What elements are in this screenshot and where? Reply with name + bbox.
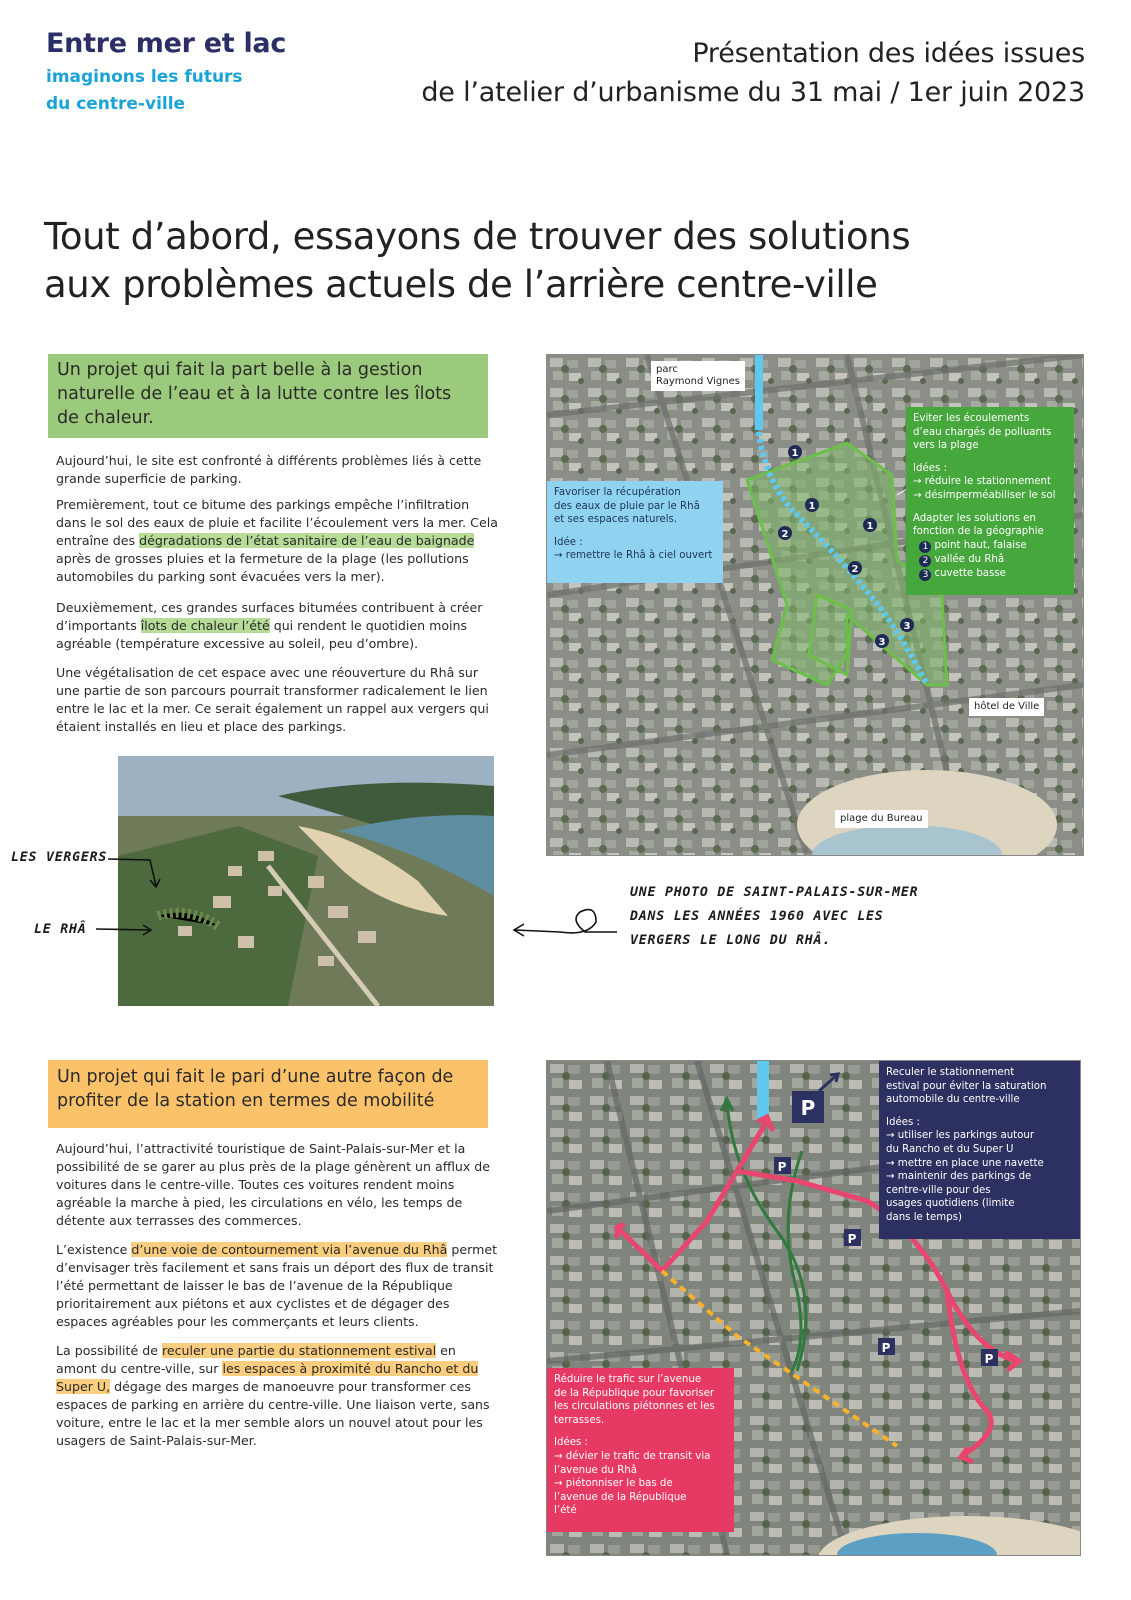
text-span: vallée du Rhâ (934, 553, 1005, 565)
label-hotel-de-ville: hôtel de Ville (969, 698, 1044, 716)
main-title-line-1: Tout d’abord, essayons de trouver des solutions (44, 215, 911, 258)
text-line: espaces de parking en arrière du centre-ville. Une liaison verte, sans (56, 1397, 490, 1412)
highlight-super-u: Super U, (56, 1379, 111, 1394)
text-line: agréable la marche à pied, les circulations en vélo, les temps de (56, 1195, 463, 1210)
text-line: Aujourd’hui, l’attractivité touristique de Saint-Palais-sur-Mer et la (56, 1141, 466, 1156)
text-line: espaces agréables pour les commerçants et leurs clients. (56, 1314, 419, 1329)
callout-line: → dévier le trafic de transit via (554, 1450, 711, 1462)
text-span: L’existence (56, 1242, 132, 1257)
number-badge: 2 (919, 555, 931, 567)
highlight-bypass-road: d’une voie de contournement via l’avenue du Rhâ (131, 1242, 448, 1257)
callout-line: estival pour éviter la saturation (886, 1080, 1047, 1092)
text-line: étaient installés en lieu et place des parkings. (56, 719, 347, 734)
svg-text:P: P (881, 1341, 891, 1355)
text-span: qui rendent le quotidien moins (269, 618, 468, 633)
svg-text:3: 3 (903, 621, 911, 632)
svg-text:1: 1 (808, 501, 816, 512)
text-span: en (436, 1343, 456, 1358)
callout-line: Idées : (886, 1116, 920, 1128)
highlight-water-quality: dégradations de l’état sanitaire de l’eau de baignade (139, 533, 475, 548)
callout-line: vers la plage (913, 440, 979, 452)
header-right-line-2: de l’atelier d’urbanisme du 31 mai / 1er juin 2023 (421, 77, 1085, 108)
callout-line (913, 567, 1067, 581)
text-line (56, 1342, 488, 1360)
svg-text:P: P (847, 1232, 857, 1246)
svg-text:3: 3 (878, 637, 886, 648)
callout-line: l’été (554, 1505, 577, 1517)
section-2-paragraph-3 (56, 1342, 488, 1450)
label-line: parc (656, 364, 678, 375)
text-span: entraîne des (56, 533, 140, 548)
header-right-line-1: Présentation des idées issues (692, 38, 1085, 69)
photo-caption-line-1: UNE PHOTO DE SAINT-PALAIS-SUR-MER (630, 885, 919, 900)
text-line: dans le sol des eaux de pluie et facilite l’écoulement vers la mer. Cela (56, 515, 498, 530)
callout-line (913, 539, 1067, 553)
label-parc (651, 361, 745, 391)
map-water-management (546, 354, 1084, 856)
section-1-title-line-2: naturelle de l’eau et à la lutte contre les îlots (57, 384, 452, 404)
callout-line: → réduire le stationnement (913, 476, 1051, 488)
callout-line: et ses espaces naturels. (554, 514, 678, 526)
text-line: prioritairement aux piétons et aux cyclistes et de dégager des (56, 1296, 450, 1311)
text-line: automobiles du parking sont évacuées vers la mer). (56, 569, 385, 584)
svg-text:P: P (800, 1096, 816, 1120)
section-1-paragraph-4 (56, 664, 488, 736)
section-2-paragraph-1 (56, 1140, 491, 1230)
callout-line: → piétonniser le bas de (554, 1478, 673, 1490)
callout-line: centre-ville pour des (886, 1184, 991, 1196)
text-span: amont du centre-ville, sur (56, 1361, 223, 1376)
callout-line: l’avenue du Rhâ (554, 1464, 637, 1476)
callout-line: l’avenue de la République (554, 1491, 687, 1503)
section-1-title-line-3: de chaleur. (57, 408, 154, 428)
text-span: permet (447, 1242, 498, 1257)
text-line: d’envisager très facilement et sans frais un déport des flux de transit (56, 1260, 494, 1275)
text-span: point haut, falaise (934, 539, 1027, 551)
section-1-title-line-1: Un projet qui fait la part belle à la gestion (57, 360, 423, 380)
historic-aerial-photo (118, 756, 494, 1006)
callout-line: Idées : (913, 462, 947, 474)
callout-move-parking (879, 1061, 1080, 1239)
callout-line: → maintenir des parkings de (886, 1171, 1032, 1183)
callout-line: Reculer le stationnement (886, 1067, 1015, 1078)
text-line: Aujourd’hui, le site est confronté à différents problèmes liés à cette (56, 453, 482, 468)
text-line (56, 1241, 498, 1259)
callout-line: Idée : (554, 536, 583, 548)
section-1-paragraph-1 (56, 452, 488, 488)
text-line: usagers de Saint-Palais-sur-Mer. (56, 1433, 257, 1448)
callout-line: → désimperméabiliser le sol (913, 489, 1056, 501)
text-line: grande superficie de parking. (56, 471, 242, 486)
text-line: une partie de son parcours pourrait transformer radicalement le lien (56, 683, 488, 698)
text-line: l’été permettant de laisser le bas de l’avenue de la République (56, 1278, 453, 1293)
text-span: dégage des marges de manoeuvre pour transformer ces (110, 1379, 471, 1394)
number-badge: 1 (919, 541, 931, 553)
callout-line: automobile du centre-ville (886, 1094, 1020, 1106)
text-line: Premièrement, tout ce bitume des parkings empêche l’infiltration (56, 497, 470, 512)
callout-line: terrasses. (554, 1414, 605, 1426)
text-line: possibilité de se garer au plus près de la plage génèrent un afflux de (56, 1159, 491, 1174)
text-line: agréable (température excessive au soleil, peu d’ombre). (56, 636, 419, 651)
callout-line: usages quotidiens (limite (886, 1198, 1015, 1210)
label-line: Raymond Vignes (656, 376, 740, 387)
section-2-paragraph-2 (56, 1241, 498, 1331)
brand-subtitle-line-2: du centre-ville (46, 94, 186, 114)
highlight-rancho-super-u: les espaces à proximité du Rancho et du (222, 1361, 479, 1376)
callout-reduce-traffic (547, 1368, 734, 1532)
callout-line: des eaux de pluie par le Rhâ (554, 500, 700, 512)
text-line: après de grosses pluies et la fermeture de la plage (les pollutions (56, 551, 469, 566)
section-1-paragraph-2 (56, 496, 498, 586)
callout-line: → remettre le Rhâ à ciel ouvert (554, 550, 713, 562)
section-1-header (48, 354, 488, 438)
svg-text:P: P (777, 1160, 787, 1174)
handwritten-label-vergers: LES VERGERS (11, 850, 108, 865)
callout-line: → mettre en place une navette (886, 1157, 1044, 1169)
brand-subtitle-line-1: imaginons les futurs (46, 67, 243, 87)
svg-text:2: 2 (781, 529, 789, 540)
callout-line: Réduire le trafic sur l’avenue (554, 1374, 702, 1385)
number-badge: 3 (919, 569, 931, 581)
svg-text:1: 1 (791, 448, 799, 459)
callout-line: du Rancho et du Super U (886, 1143, 1014, 1155)
callout-line: Idées : (554, 1437, 588, 1449)
section-1-paragraph-3 (56, 599, 488, 653)
svg-text:2: 2 (851, 564, 859, 575)
section-2-title-line-1: Un projet qui fait le pari d’une autre façon de (57, 1067, 454, 1087)
label-plage-du-bureau: plage du Bureau (835, 810, 928, 828)
svg-text:P: P (984, 1352, 994, 1366)
callout-line: Eviter les écoulements (913, 413, 1030, 424)
brand-title: Entre mer et lac (46, 28, 287, 59)
callout-line: les circulations piétonnes et les (554, 1401, 715, 1413)
text-line: Une végétalisation de cet espace avec une réouverture du Rhâ sur (56, 665, 479, 680)
photo-caption-line-3: VERGERS LE LONG DU RHÂ. (630, 933, 832, 948)
map-mobility (546, 1060, 1081, 1556)
callout-avoid-runoff (906, 407, 1074, 595)
text-line (56, 1378, 488, 1396)
text-span: La possibilité de (56, 1343, 162, 1358)
callout-line: dans le temps) (886, 1211, 962, 1223)
callout-line: d’eau chargés de polluants (913, 426, 1052, 438)
section-2-title-line-2: profiter de la station en termes de mobilité (57, 1091, 435, 1111)
callout-line: → utiliser les parkings autour (886, 1130, 1035, 1142)
text-line: voiture, entre le lac et la mer semble alors un nouvel atout pour les (56, 1415, 483, 1430)
text-span: cuvette basse (934, 567, 1006, 579)
text-line: Deuxièmement, ces grandes surfaces bitumées contribuent à créer (56, 600, 483, 615)
section-2-header (48, 1060, 488, 1128)
highlight-move-parking: reculer une partie du stationnement estival (161, 1343, 437, 1358)
handwritten-label-rha: LE RHÂ (34, 922, 87, 937)
text-line (56, 532, 488, 550)
text-line: voitures dans le centre-ville. Toutes ces voitures rendent moins (56, 1177, 455, 1192)
highlight-heat-islands: îlots de chaleur l’été (140, 618, 270, 633)
callout-line: de la République pour favoriser (554, 1387, 715, 1399)
text-span: d’importants (56, 618, 141, 633)
callout-line: Favoriser la récupération (554, 487, 681, 498)
photo-caption-line-2: DANS LES ANNÉES 1960 AVEC LES (630, 909, 884, 924)
text-line (56, 617, 488, 635)
main-title-line-2: aux problèmes actuels de l’arrière centre-ville (44, 263, 878, 306)
photo-illustration (118, 756, 494, 1006)
callout-line: fonction de la géographie (913, 526, 1044, 538)
callout-rainwater (547, 481, 723, 583)
callout-line: Adapter les solutions en (913, 512, 1036, 524)
text-line (56, 1360, 488, 1378)
callout-line (913, 553, 1067, 567)
svg-text:1: 1 (866, 521, 874, 532)
text-line: entre le lac et la mer. Ce serait également un rappel aux vergers qui (56, 701, 489, 716)
text-line: détente aux terrasses des commerces. (56, 1213, 302, 1228)
